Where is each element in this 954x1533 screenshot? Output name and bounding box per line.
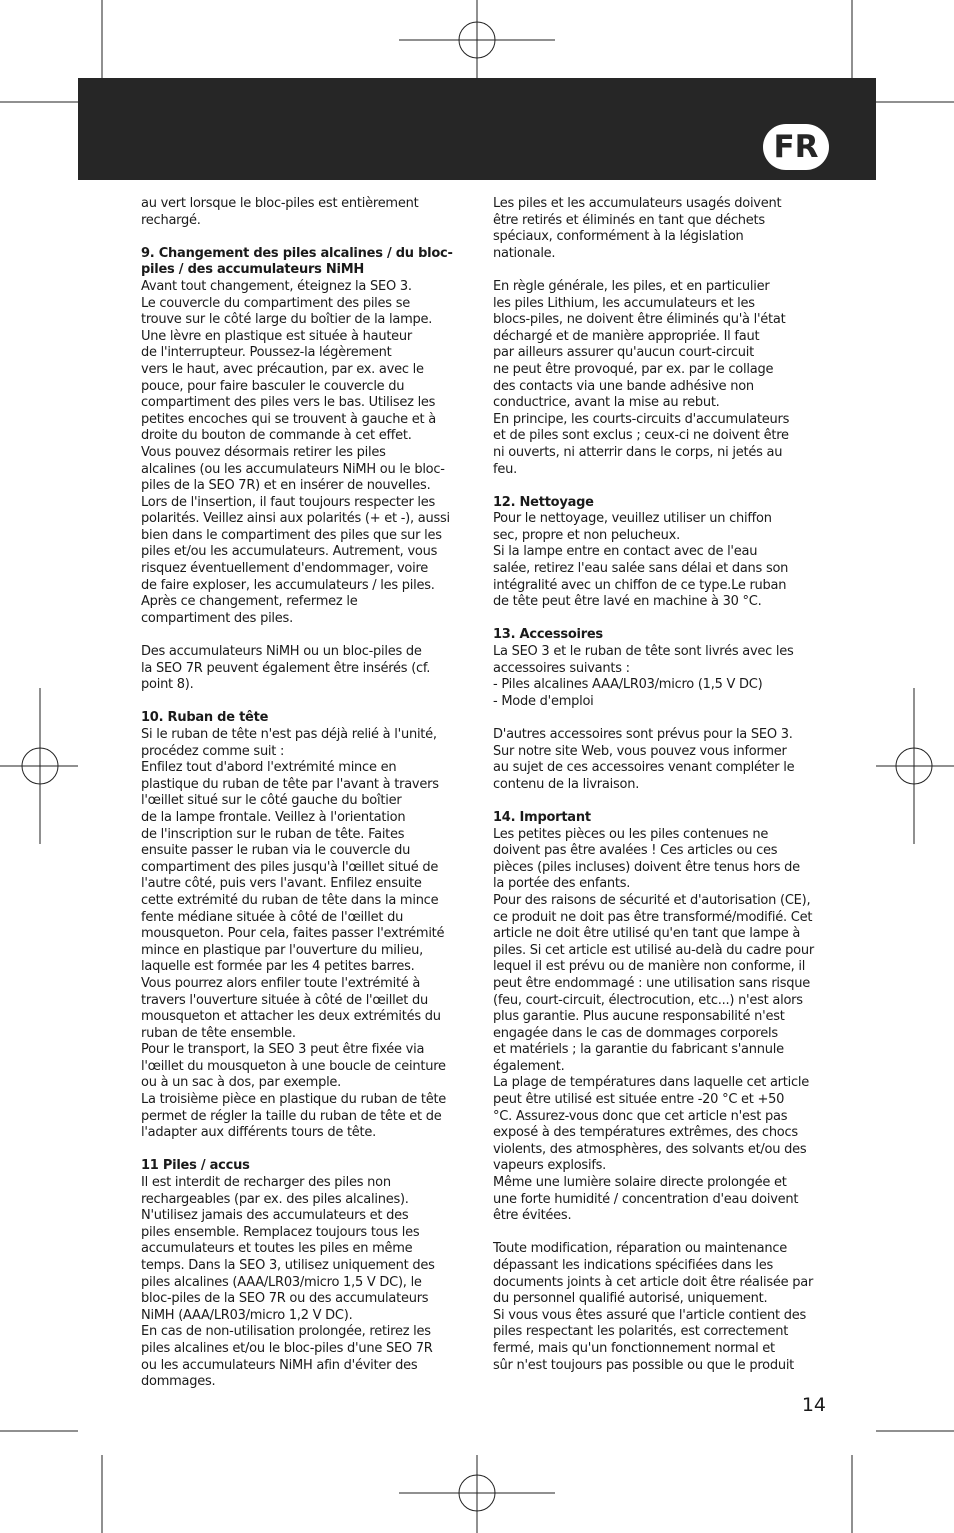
disposal-paragraph-2: En règle générale, les piles, et en particulier les piles Lithium, les accumulateurs et les blocs-piles, ne doivent être éliminés qu'à l'état déchargé et de manière appropriée. Il faut par ailleurs assurer qu'aucun court-circuit ne peut être provoqué, par ex. par le collage des contacts via une bande adhésive non conductrice, avant la mise au rebut. En principe, les courts-circuits d'accumulateurs et de piles sont exclus ; ceux-ci ne doivent être ni ouverts, ni atterrir dans le corps, ni jetés au feu.: [493, 278, 790, 477]
page-number: 14: [801, 1394, 826, 1416]
section-10-heading: 10. Ruban de tête: [141, 710, 269, 726]
language-badge: FR: [763, 124, 829, 170]
section-14-heading: 14. Important: [493, 809, 591, 825]
disposal-paragraph-1: Les piles et les accumulateurs usagés doivent être retirés et éliminés en tant que déchets spéciaux, conformément à la législation nationale.: [493, 196, 782, 261]
section-13-heading: 13. Accessoires: [493, 627, 603, 643]
section-12-body: Pour le nettoyage, veuillez utiliser un chiffon sec, propre et non pelucheux. Si la lampe entre en contact avec de l'eau salée, retirez l'eau salée sans délai et dans son intégralité avec un chiffon de ce type.Le ruban de tête peut être lavé en machine à 30 °C.: [493, 511, 789, 610]
section-10-body: Si le ruban de tête n'est pas déjà relié à l'unité, procédez comme suit : Enfilez tout d'abord l'extrémité mince en plastique du ruban de tête par l'avant à travers l'œillet situé sur le côté gauche du boîtier de la lampe frontale. Veillez à l'orientation de l'inscription sur le ruban de tête. Faites ensuite passer le ruban via le couvercle du compartiment des piles jusqu'à l'œillet situé de l'autre côté, puis vers l'avant. Enfilez ensuite cette extrémité du ruban de tête dans la mince fente médiane située à côté de l'œillet du mousqueton. Pour cela, faites passer l'extrémité mince en plastique par l'ouverture du milieu, laquelle est formée par les 4 petites barres. Vous pourrez alors enfiler toute l'extrémité à travers l'ouverture située à côté de l'œillet du mousqueton et attacher les deux extrémités du ruban de tête ensemble. Pour le transport, la SEO 3 peut être fixée via l'œillet du mousqueton à une boucle de ceinture ou à un sac à dos, par exemple. La troisième pièce en plastique du ruban de tête permet de régler la taille du ruban de tête et de l'adapter aux différents tours de tête.: [141, 727, 447, 1141]
right-column: [493, 196, 833, 1374]
section-9-note: Des accumulateurs NiMH ou un bloc-piles de la SEO 7R peuvent également être insérés (cf. point 8).: [141, 644, 431, 693]
section-13-body: La SEO 3 et le ruban de tête sont livrés avec les accessoires suivants : - Piles alcalines AAA/LR03/micro (1,5 V DC) - Mode d'emploi: [493, 644, 794, 709]
section-11-body: Il est interdit de recharger des piles non rechargeables (par ex. des piles alcalines). N'utilisez jamais des accumulateurs et des piles ensemble. Remplacez toujours tous les accumulateurs et toutes les piles en même temps. Dans la SEO 3, utilisez uniquement des piles alcalines (AAA/LR03/micro 1,5 V DC), le bloc-piles de la SEO 7R ou des accumulateurs NiMH (AAA/LR03/micro 1,2 V DC). En cas de non-utilisation prolongée, retirez les piles alcalines et/ou le bloc-piles d'une SEO 7R ou les accumulateurs NiMH afin d'éviter des dommages.: [141, 1175, 435, 1390]
intro-paragraph: au vert lorsque le bloc-piles est entièrement rechargé.: [141, 196, 419, 228]
section-12-heading: 12. Nettoyage: [493, 494, 594, 510]
section-13-note: D'autres accessoires sont prévus pour la SEO 3. Sur notre site Web, vous pouvez vous informer au sujet de ces accessoires venant compléter le contenu de la livraison.: [493, 727, 795, 792]
section-14-body: Les petites pièces ou les piles contenues ne doivent pas être avalées ! Ces articles ou ces pièces (piles incluses) doivent être tenus hors de la portée des enfants. Pour des raisons de sécurité et d'autorisation (CE), ce produit ne doit pas être transformé/modifié. Cet article ne doit être utilisé qu'en tant que lampe à piles. Si cet article est utilisé au-delà du cadre pour lequel il est prévu ou de manière non conforme, il peut être endommagé : une utilisation sans risque (feu, court-circuit, électrocution, etc...) n'est alors plus garantie. Plus aucune responsabilité n'est engagée dans le cas de dommages corporels et matériels ; la garantie du fabricant s'annule également. La plage de températures dans laquelle cet article peut être utilisé est située entre -20 °C et +50 °C. Assurez-vous donc que cet article n'est pas exposé à des températures extrêmes, des chocs violents, des atmosphères, des solvants et/ou des vapeurs explosifs. Même une lumière solaire directe prolongée et une forte humidité / concentration d'eau doivent être évitées.: [493, 826, 814, 1224]
section-11-heading: 11 Piles / accus: [141, 1158, 250, 1174]
section-9-body: Avant tout changement, éteignez la SEO 3. Le couvercle du compartiment des piles se trouve sur le côté large du boîtier de la lampe. Une lèvre en plastique est située à hauteur de l'interrupteur. Poussez-la légèrement vers le haut, avec précaution, par ex. avec le pouce, pour faire basculer le couvercle du compartiment des piles vers le bas. Utilisez les petites encoches qui se trouvent à gauche et à droite du bouton de commande à cet effet. Vous pouvez désormais retirer les piles alcalines (ou les accumulateurs NiMH ou le bloc- piles de la SEO 7R) et en insérer de nouvelles. Lors de l'insertion, il faut toujours respecter les polarités. Veillez ainsi aux polarités (+ et -), aussi bien dans le compartiment des piles que sur les piles et/ou les accumulateurs. Autrement, vous risquez éventuellement d'endommager, voire de faire exploser, les accumulateurs / les piles. Après ce changement, refermez le compartiment des piles.: [141, 278, 450, 626]
left-column: [141, 196, 481, 1391]
section-14-note: Toute modification, réparation ou maintenance dépassant les indications spécifiées dans les documents joints à cet article doit être réalisée par du personnel qualifié autorisé, uniquement. Si vous vous êtes assuré que l'article contient des piles respectant les polarités, est correctement fermé, mais qu'un fonctionnement normal et sûr n'est toujours pas possible ou que le produit: [493, 1241, 814, 1373]
header-bar: [78, 78, 876, 180]
section-9-heading: 9. Changement des piles alcalines / du bloc- piles / des accumulateurs NiMH: [141, 245, 453, 278]
